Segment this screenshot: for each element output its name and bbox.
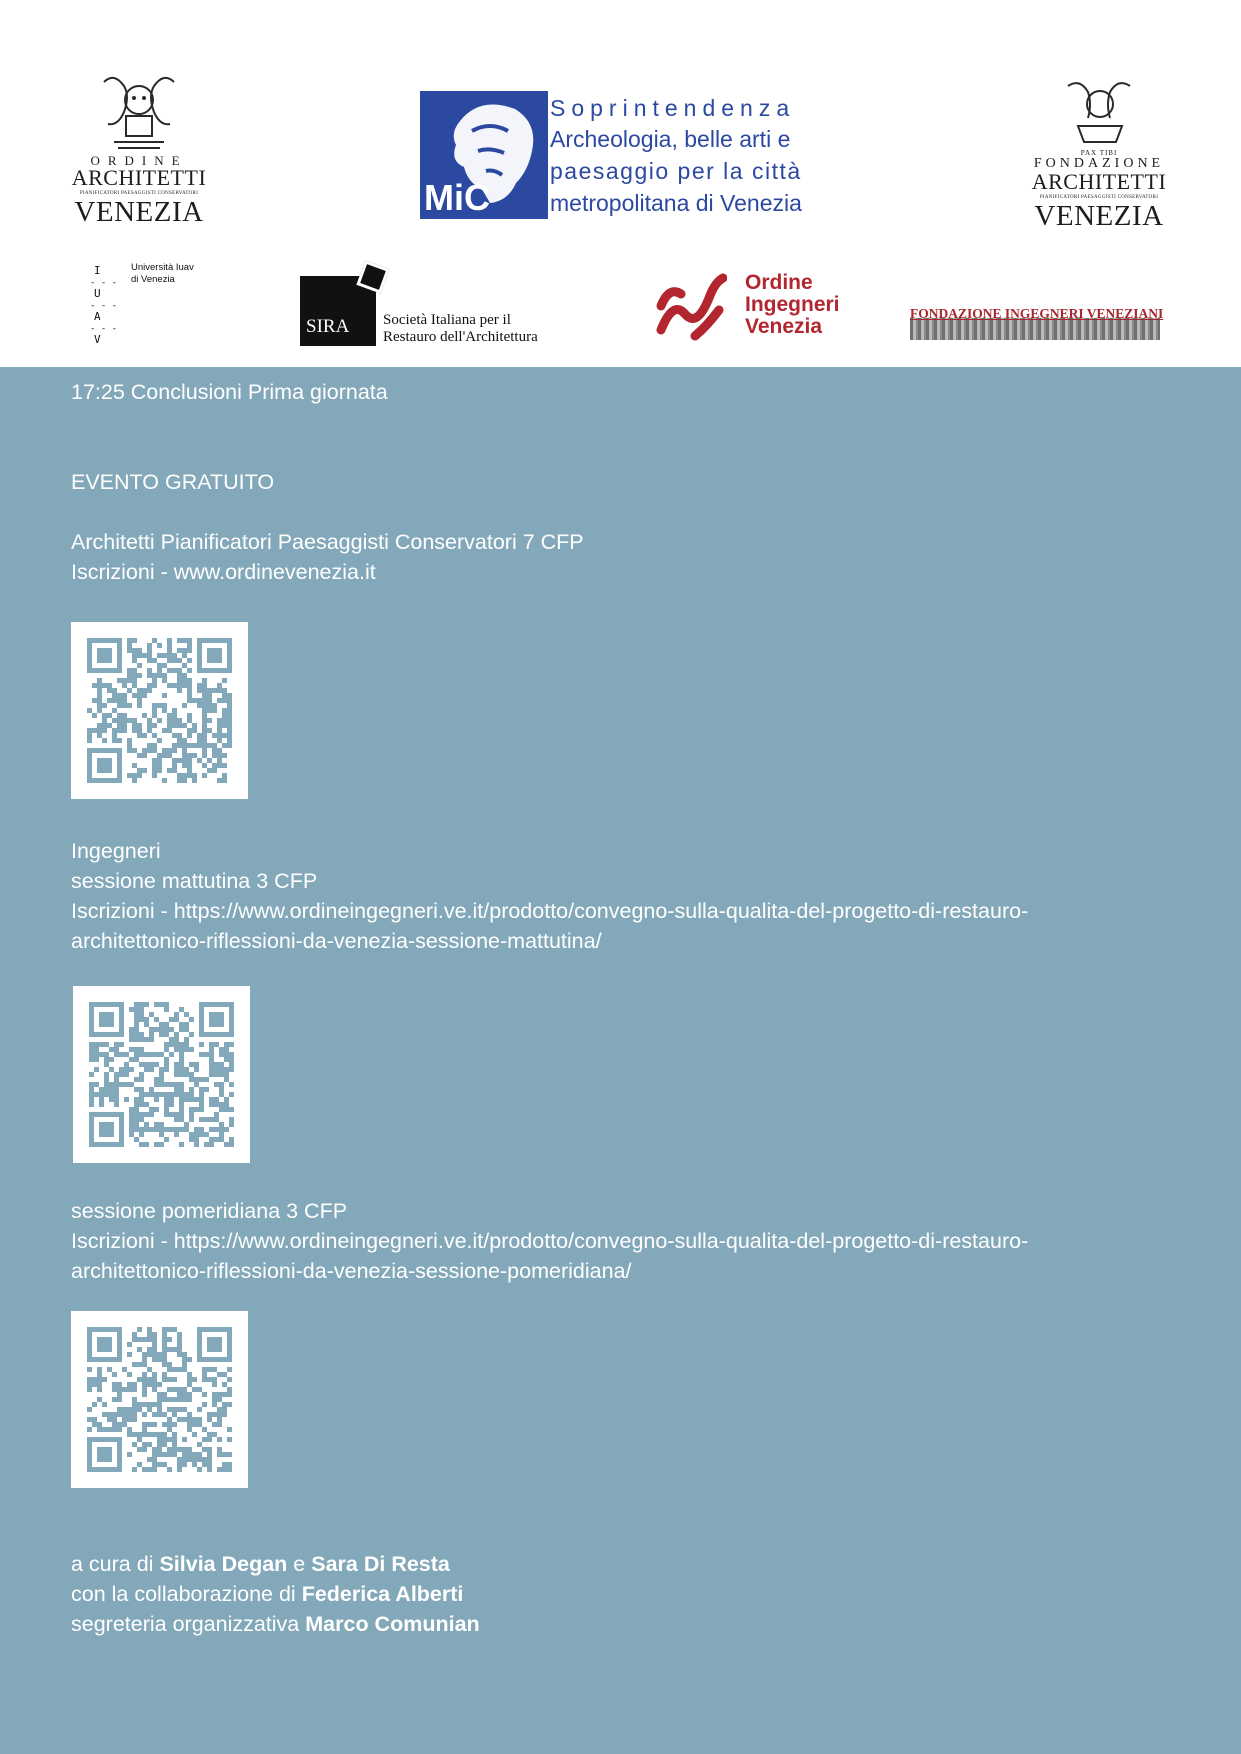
curator-silvia-degan: Silvia Degan bbox=[159, 1552, 288, 1576]
qr-code-icon bbox=[71, 1311, 248, 1488]
sop-line-4: metropolitana di Venezia bbox=[550, 190, 802, 216]
architects-credits: Architetti Pianificatori Paesaggisti Conservatori 7 CFP bbox=[71, 530, 584, 554]
logo-ordine-ingegneri bbox=[655, 268, 865, 344]
logo-fondazione-ingegneri bbox=[910, 306, 1164, 342]
morning-registration-2: architettonico-riflessioni-da-venezia-sessione-mattutina/ bbox=[71, 929, 602, 953]
fond-motto: PAX TIBI bbox=[1080, 149, 1118, 157]
fond-line-venezia: VENEZIA bbox=[1034, 200, 1164, 232]
architects-registration: Iscrizioni - www.ordinevenezia.it bbox=[71, 560, 376, 584]
logo-fondazione-architetti bbox=[1026, 78, 1172, 231]
engineers-title: Ingegneri bbox=[71, 839, 161, 863]
lion-emblem-icon bbox=[94, 72, 184, 154]
qr-code-icon bbox=[73, 986, 250, 1163]
logo-ordine-architetti bbox=[68, 72, 210, 227]
ingegneri-wave-icon bbox=[655, 270, 727, 342]
morning-registration-1: Iscrizioni - https://www.ordineingegneri.ve.it/prodotto/convegno-sulla-qualita-del-progetto-di-restauro- bbox=[71, 899, 1029, 923]
collab-line bbox=[71, 1579, 463, 1609]
mic-label: MiC bbox=[424, 177, 490, 218]
logo-sira bbox=[300, 264, 570, 346]
mic-badge bbox=[420, 91, 548, 219]
morning-credits: sessione mattutina 3 CFP bbox=[71, 869, 318, 893]
arch-subtitle: PIANIFICATORI PAESAGGISTI CONSERVATORI bbox=[79, 191, 199, 196]
sira-line-2: Restauro dell'Architettura bbox=[383, 329, 538, 345]
sop-line-3: paesaggio per la città bbox=[550, 158, 802, 184]
qr-code-morning[interactable] bbox=[73, 986, 250, 1163]
fond-line-architetti: ARCHITETTI bbox=[1031, 169, 1167, 194]
arch-line-ordine: ORDINE bbox=[90, 153, 188, 168]
iuav-name-1: Università Iuav bbox=[131, 262, 194, 273]
ing-line-3: Venezia bbox=[745, 315, 823, 338]
secretary-prefix: segreteria organizzativa bbox=[71, 1612, 300, 1636]
iuav-letter-a: A bbox=[94, 310, 101, 323]
info-panel bbox=[0, 367, 1241, 1754]
lion-emblem-icon bbox=[1054, 78, 1144, 150]
fond-subtitle: PIANIFICATORI PAESAGGISTI CONSERVATORI bbox=[1039, 195, 1159, 200]
iuav-letter-v: V bbox=[94, 333, 101, 346]
curated-and: e bbox=[293, 1552, 306, 1576]
arch-line-venezia: VENEZIA bbox=[74, 196, 204, 228]
curated-prefix: a cura di bbox=[71, 1552, 154, 1576]
afternoon-registration-1: Iscrizioni - https://www.ordineingegneri.ve.it/prodotto/convegno-sulla-qualita-del-progetto-di-restauro- bbox=[71, 1229, 1029, 1253]
ing-line-1: Ordine bbox=[745, 271, 813, 294]
iuav-name-2: di Venezia bbox=[131, 274, 175, 285]
curator-sara-di-resta: Sara Di Resta bbox=[311, 1552, 450, 1576]
secretary-line bbox=[71, 1609, 480, 1639]
curated-line bbox=[71, 1549, 450, 1579]
arch-line-architetti: ARCHITETTI bbox=[71, 165, 207, 190]
logo-iuav bbox=[90, 262, 220, 348]
secretary-marco-comunian: Marco Comunian bbox=[305, 1612, 480, 1636]
qr-code-architects[interactable] bbox=[71, 622, 248, 799]
qr-code-icon bbox=[71, 622, 248, 799]
fond-line-fondazione: FONDAZIONE bbox=[1033, 156, 1165, 171]
collaborator-federica-alberti: Federica Alberti bbox=[301, 1582, 464, 1606]
sop-line-2: Archeologia, belle arti e bbox=[550, 126, 791, 152]
collab-prefix: con la collaborazione di bbox=[71, 1582, 296, 1606]
ing-line-2: Ingegneri bbox=[745, 293, 840, 316]
iuav-divider: - - - bbox=[90, 278, 118, 288]
iuav-letter-i: I bbox=[94, 264, 101, 277]
qr-code-afternoon[interactable] bbox=[71, 1311, 248, 1488]
afternoon-credits: sessione pomeridiana 3 CFP bbox=[71, 1199, 348, 1223]
fond-ing-title: FONDAZIONE INGEGNERI VENEZIANI bbox=[910, 306, 1164, 321]
closing-line: 17:25 Conclusioni Prima giornata bbox=[71, 380, 388, 404]
sop-line-1: Soprintendenza bbox=[550, 95, 796, 121]
sira-line-1: Società Italiana per il bbox=[383, 312, 511, 328]
free-event-label: EVENTO GRATUITO bbox=[71, 470, 275, 494]
iuav-letter-u: U bbox=[94, 287, 101, 300]
iuav-divider: - - - bbox=[90, 324, 118, 334]
sira-mark: SIRA bbox=[306, 316, 350, 337]
iuav-divider: - - - bbox=[90, 301, 118, 311]
afternoon-registration-2: architettonico-riflessioni-da-venezia-sessione-pomeridiana/ bbox=[71, 1259, 632, 1283]
logo-soprintendenza bbox=[420, 91, 820, 219]
